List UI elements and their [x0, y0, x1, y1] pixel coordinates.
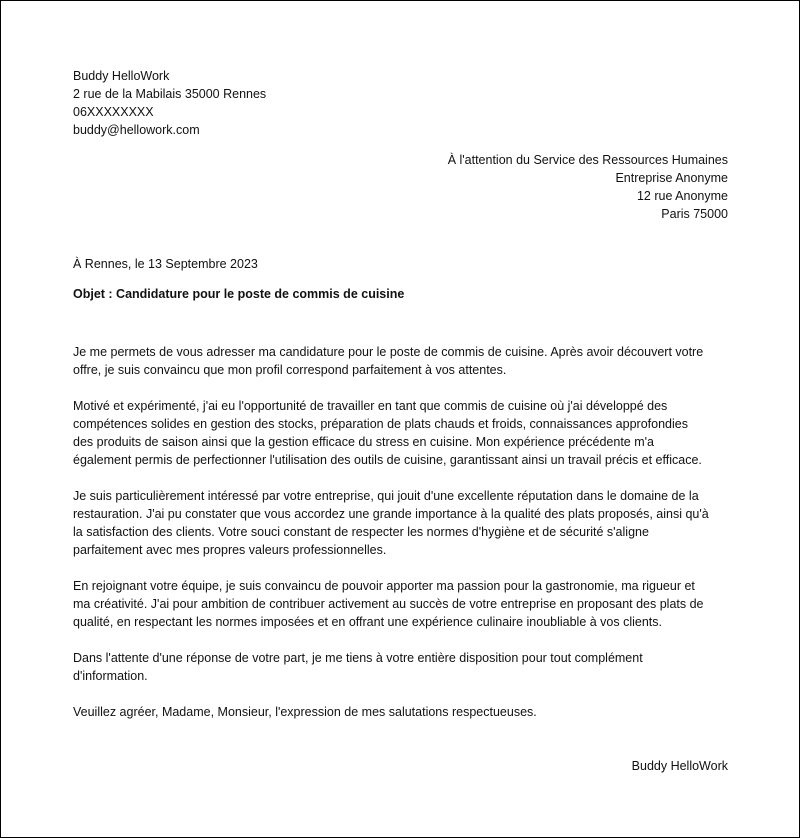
- paragraph-closing: [73, 703, 733, 721]
- paragraph-intro: [73, 343, 733, 379]
- recipient-city: Paris 75000: [661, 207, 728, 221]
- body-line: ma créativité. J'ai pour ambition de contribuer activement au succès de votre entreprise en proposant des plats de: [73, 597, 704, 611]
- body-line: compétences solides en gestion des stocks, préparation de plats chauds et froids, connaissances approfondies: [73, 417, 688, 431]
- recipient-company: Entreprise Anonyme: [615, 171, 728, 185]
- sender-name: Buddy HelloWork: [73, 69, 170, 83]
- body-line: En rejoignant votre équipe, je suis convaincu de pouvoir apporter ma passion pour la gastronomie, ma rigueur et: [73, 579, 695, 593]
- letter-body: [73, 343, 733, 739]
- body-line: des produits de saison ainsi que la gestion efficace du stress en cuisine. Mon expérience précédente m'a: [73, 435, 654, 449]
- paragraph-contribution: [73, 577, 733, 631]
- place-date: À Rennes, le 13 Septembre 2023: [73, 257, 258, 271]
- body-line: restauration. J'ai pu constater que vous accordez une grande importance à la qualité des plats proposés, ainsi qu'à: [73, 507, 709, 521]
- recipient-block: [448, 151, 728, 223]
- body-line: également permis de perfectionner l'utilisation des outils de cuisine, garantissant ainsi un travail précis et efficace.: [73, 453, 702, 467]
- body-line: Dans l'attente d'une réponse de votre part, je me tiens à votre entière disposition pour tout complément: [73, 651, 643, 665]
- body-line: Motivé et expérimenté, j'ai eu l'opportunité de travailler en tant que commis de cuisine où j'ai développé des: [73, 399, 668, 413]
- signature: Buddy HelloWork: [631, 759, 728, 773]
- body-line: Je me permets de vous adresser ma candidature pour le poste de commis de cuisine. Après avoir découvert votre: [73, 345, 704, 359]
- recipient-attention: À l'attention du Service des Ressources Humaines: [447, 153, 728, 167]
- sender-block: [73, 67, 266, 139]
- sender-address: 2 rue de la Mabilais 35000 Rennes: [73, 87, 267, 101]
- letter-subject: Objet : Candidature pour le poste de commis de cuisine: [73, 287, 405, 301]
- sender-phone: 06XXXXXXXX: [73, 105, 154, 119]
- paragraph-experience: [73, 397, 733, 469]
- body-line: Je suis particulièrement intéressé par votre entreprise, qui jouit d'une excellente réputation dans le domaine de la: [73, 489, 699, 503]
- body-line: qualité, en respectant les normes imposées et en offrant une expérience culinaire inoubliable à vos clients.: [73, 615, 663, 629]
- body-line: Veuillez agréer, Madame, Monsieur, l'expression de mes salutations respectueuses.: [73, 705, 537, 719]
- recipient-street: 12 rue Anonyme: [636, 189, 728, 203]
- paragraph-company: [73, 487, 733, 559]
- paragraph-availability: [73, 649, 733, 685]
- body-line: d'information.: [73, 669, 148, 683]
- sender-email: buddy@hellowork.com: [73, 123, 200, 137]
- body-line: la satisfaction des clients. Votre souci constant de respecter les normes d'hygiène et de sécurité s'aligne: [73, 525, 649, 539]
- body-line: offre, je suis convaincu que mon profil correspond parfaitement à vos attentes.: [73, 363, 507, 377]
- body-line: parfaitement avec mes propres valeurs professionnelles.: [73, 543, 387, 557]
